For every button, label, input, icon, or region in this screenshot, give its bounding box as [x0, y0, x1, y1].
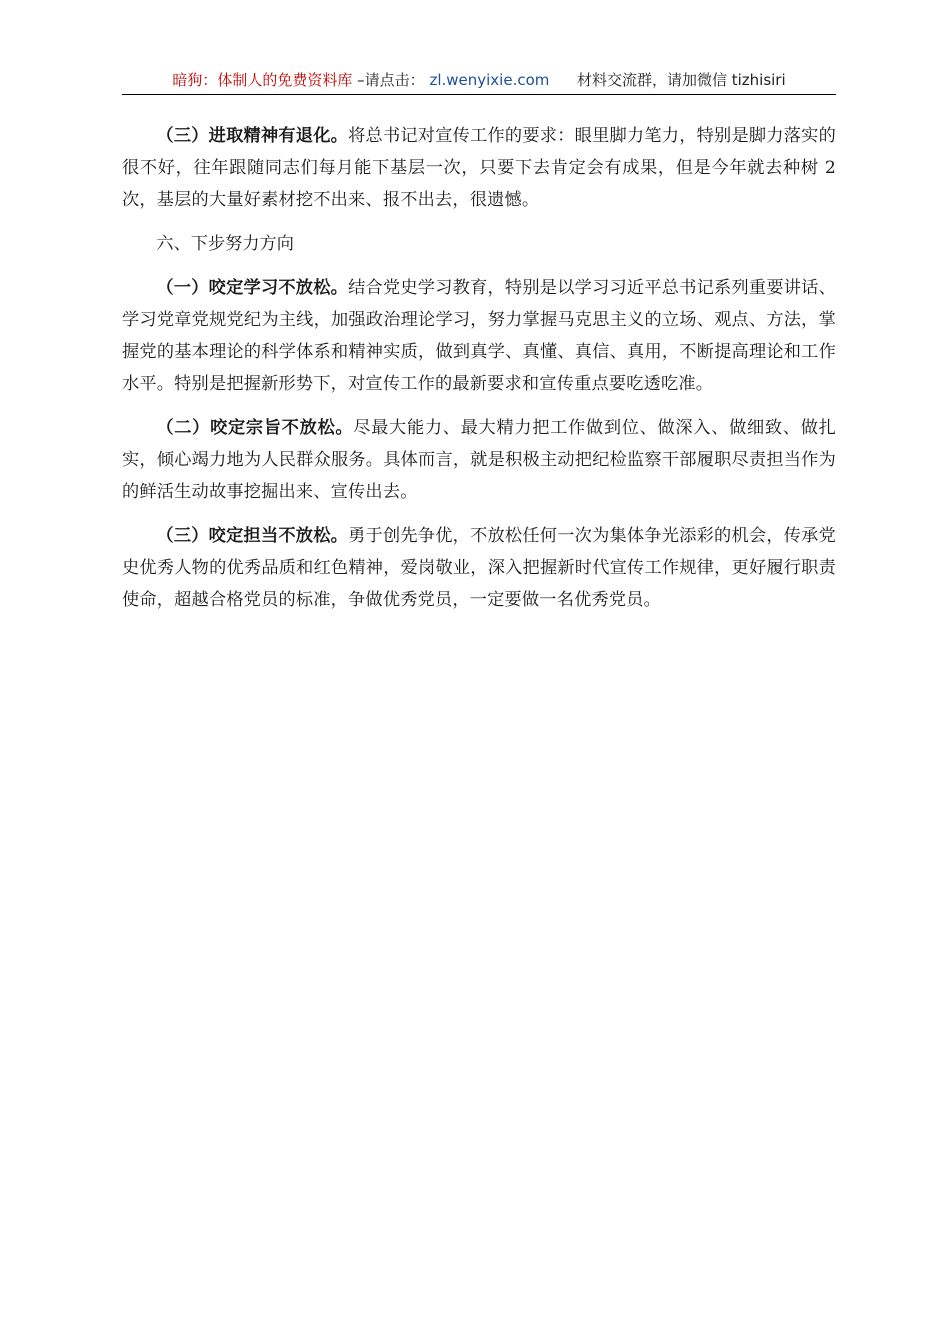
paragraph-lead: （三）咬定担当不放松。 [156, 526, 349, 546]
header-site-name: 暗狗：体制人的免费资料库 [172, 71, 353, 89]
paragraph-text: 将总书记对宣传工作的要求：眼里脚力笔力，特别是脚力落实的很不好，往年跟随同志们每月能下基层一次，只要下去肯定会有成果，但是今年就去种树 2 次，基层的大量好素材挖不出来、报不出去，很遗憾。 [122, 126, 837, 210]
paragraph-purpose [122, 412, 836, 508]
section-title: 六、下步努力方向 [156, 234, 294, 254]
paragraph-progress-spirit [122, 120, 836, 216]
paragraph-lead: （二）咬定宗旨不放松。 [156, 418, 354, 438]
paragraph-text: 尽最大能力、最大精力把工作做到位、做深入、做细致、做扎实，倾心竭力地为人民群众服务。具体而言，就是积极主动把纪检监察干部履职尽责担当作为的鲜活生动故事挖掘出来、宣传出去。 [122, 418, 836, 502]
paragraph-text: 结合党史学习教育，特别是以学习习近平总书记系列重要讲话、学习党章党规党纪为主线，加强政治理论学习，努力掌握马克思主义的立场、观点、方法，掌握党的基本理论的科学体系和精神实质，做到真学、真懂、真信、真用，不断提高理论和工作水平。特别是把握新形势下，对宣传工作的最新要求和宣传重点要吃透吃准。 [122, 278, 837, 394]
paragraph-lead: （三）进取精神有退化。 [156, 126, 349, 146]
header-prompt: –请点击： [357, 71, 425, 89]
paragraph-study [122, 272, 836, 400]
paragraph-lead: （一）咬定学习不放松。 [156, 278, 349, 298]
header-wechat-note: 材料交流群，请加微信 tizhisiri [576, 71, 786, 89]
document-body [122, 120, 836, 628]
paragraph-text: 勇于创先争优，不放松任何一次为集体争光添彩的机会，传承党史优秀人物的优秀品质和红色精神，爱岗敬业，深入把握新时代宣传工作规律，更好履行职责使命，超越合格党员的标准，争做优秀党员，一定要做一名优秀党员。 [122, 526, 837, 610]
page-header [122, 70, 836, 95]
paragraph-responsibility [122, 520, 836, 616]
header-url-link[interactable]: zl.wenyixie.com [429, 71, 550, 89]
